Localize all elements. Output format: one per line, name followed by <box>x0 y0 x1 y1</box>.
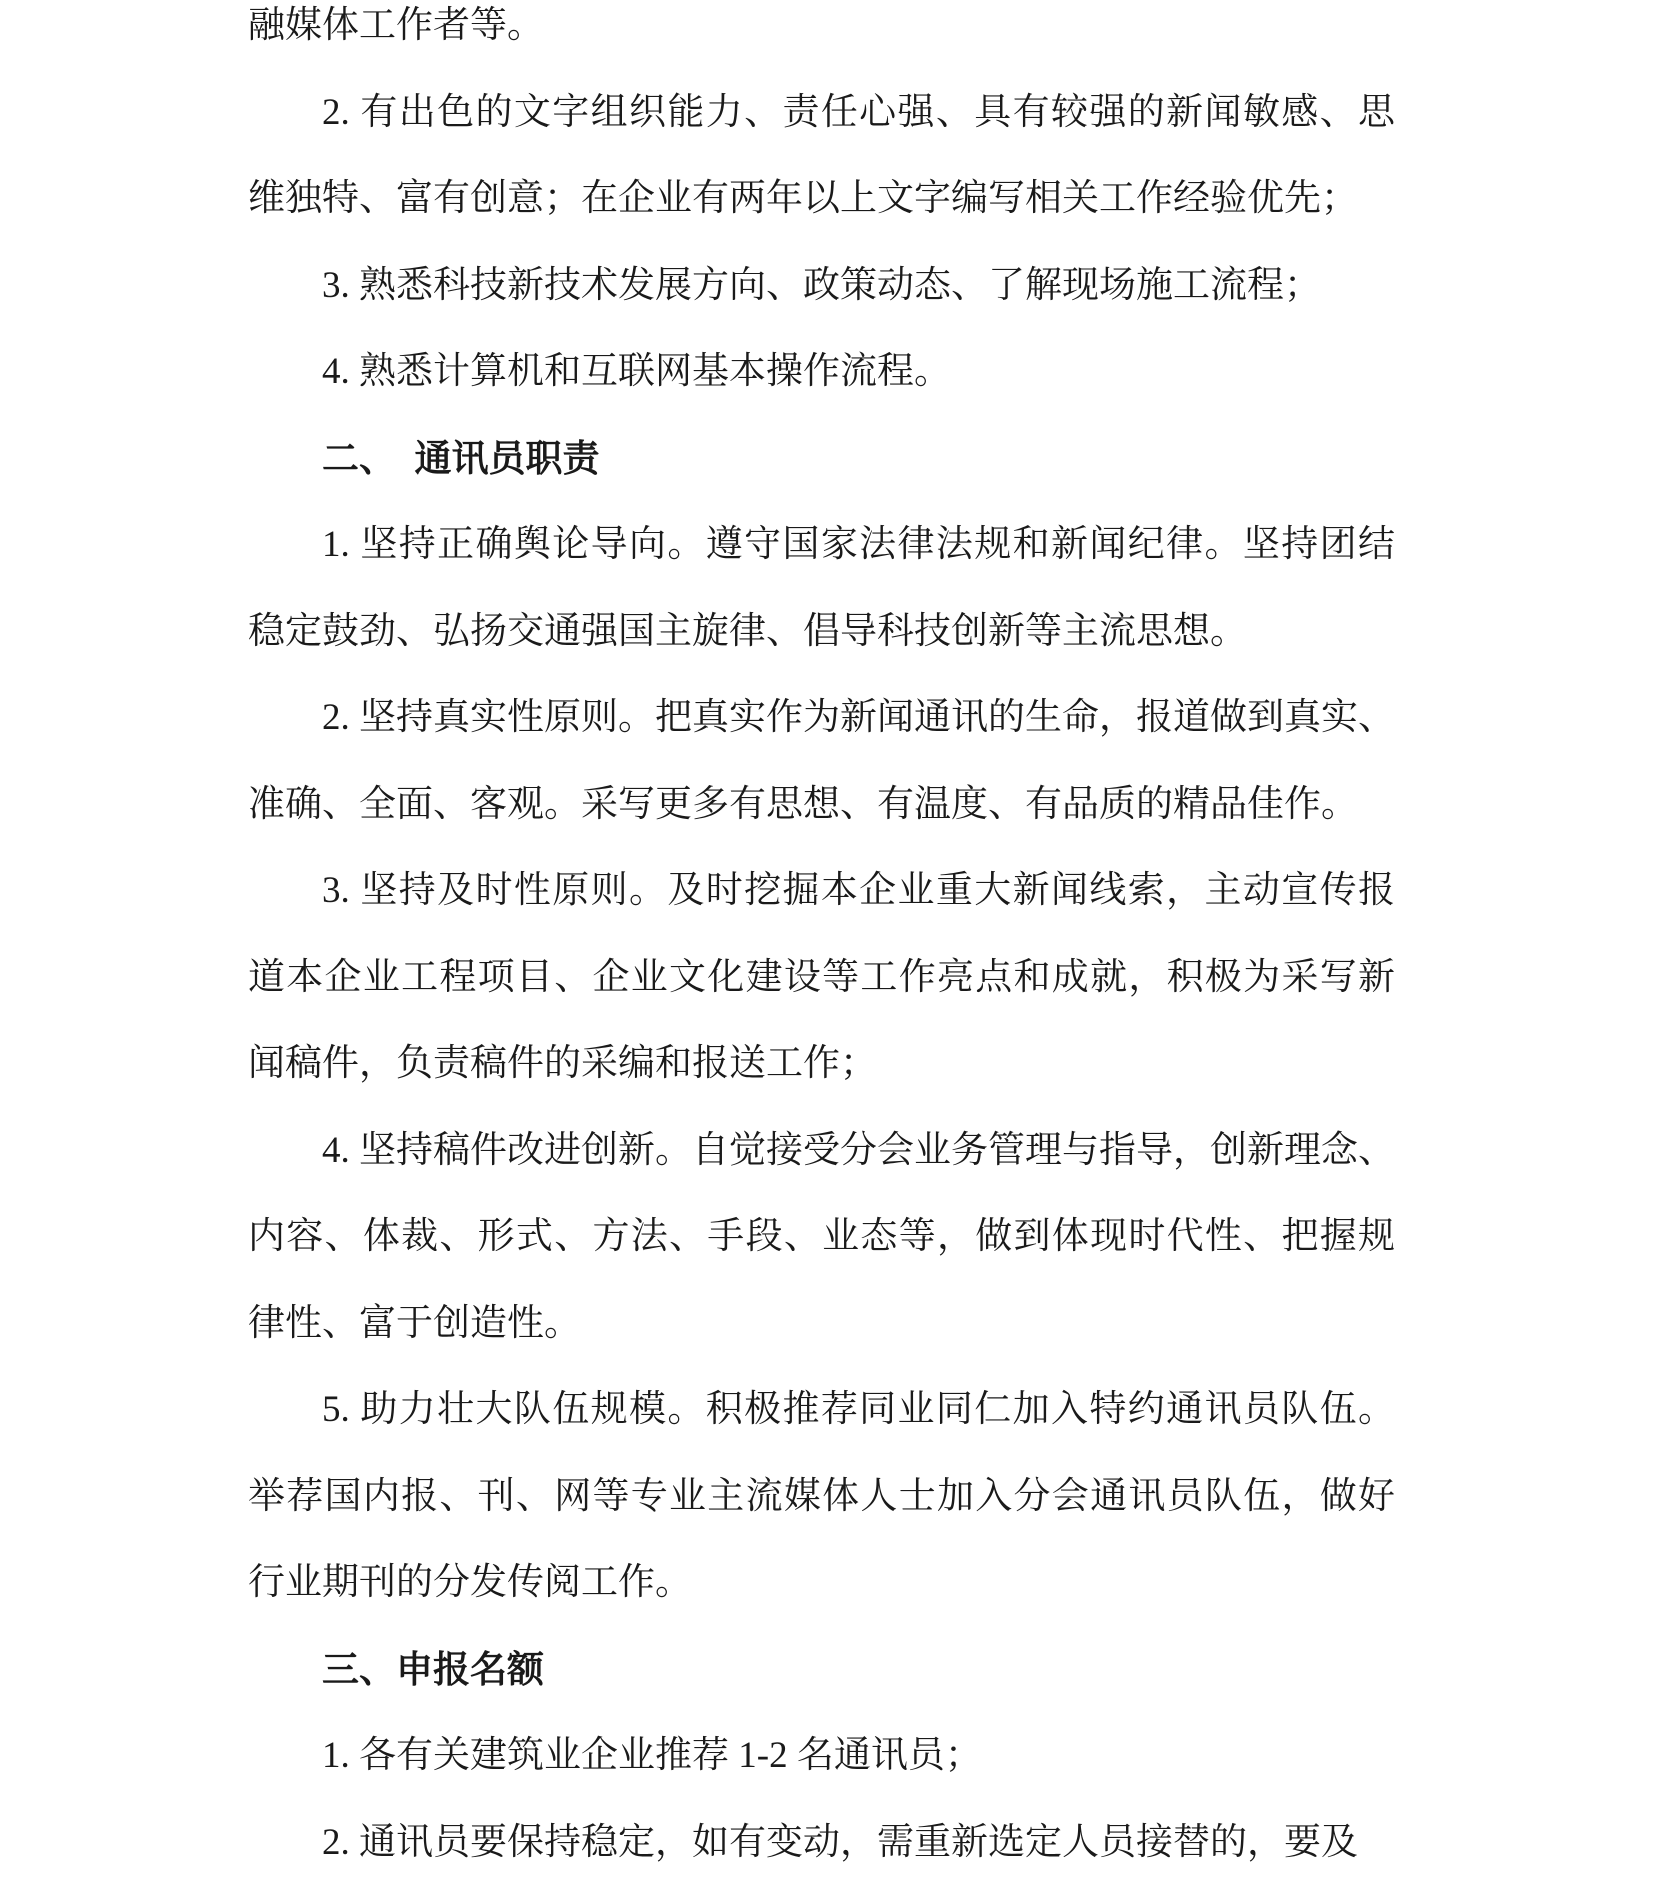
text-line: 稳定鼓劲、弘扬交通强国主旋律、倡导科技创新等主流思想。 <box>248 589 1395 676</box>
text-line: 4. 坚持稿件改进创新。自觉接受分会业务管理与指导，创新理念、 <box>248 1108 1395 1195</box>
text-line: 维独特、富有创意；在企业有两年以上文字编写相关工作经验优先； <box>248 156 1395 243</box>
text-line: 4. 熟悉计算机和互联网基本操作流程。 <box>248 329 1395 416</box>
text-line: 融媒体工作者等。 <box>248 0 1395 70</box>
text-line: 1. 坚持正确舆论导向。遵守国家法律法规和新闻纪律。坚持团结 <box>248 502 1395 589</box>
text-line: 律性、富于创造性。 <box>248 1281 1395 1368</box>
text-line: 2. 有出色的文字组织能力、责任心强、具有较强的新闻敏感、思 <box>248 70 1395 157</box>
text-line: 2. 坚持真实性原则。把真实作为新闻通讯的生命，报道做到真实、 <box>248 675 1395 762</box>
text-line: 内容、体裁、形式、方法、手段、业态等，做到体现时代性、把握规 <box>248 1194 1395 1281</box>
text-line: 3. 熟悉科技新技术发展方向、政策动态、了解现场施工流程； <box>248 243 1395 330</box>
text-line: 举荐国内报、刊、网等专业主流媒体人士加入分会通讯员队伍，做好 <box>248 1454 1395 1541</box>
text-line: 2. 通讯员要保持稳定，如有变动，需重新选定人员接替的，要及 <box>248 1800 1395 1886</box>
text-line: 闻稿件，负责稿件的采编和报送工作； <box>248 1021 1395 1108</box>
text-line: 行业期刊的分发传阅工作。 <box>248 1540 1395 1627</box>
text-line: 3. 坚持及时性原则。及时挖掘本企业重大新闻线索，主动宣传报 <box>248 848 1395 935</box>
document-page <box>248 0 1395 1886</box>
text-line: 道本企业工程项目、企业文化建设等工作亮点和成就，积极为采写新 <box>248 935 1395 1022</box>
section-heading: 三、申报名额 <box>248 1627 1395 1714</box>
text-line: 准确、全面、客观。采写更多有思想、有温度、有品质的精品佳作。 <box>248 762 1395 849</box>
text-line: 5. 助力壮大队伍规模。积极推荐同业同仁加入特约通讯员队伍。 <box>248 1367 1395 1454</box>
text-line: 1. 各有关建筑业企业推荐 1-2 名通讯员； <box>248 1713 1395 1800</box>
section-heading: 二、 通讯员职责 <box>248 416 1395 503</box>
